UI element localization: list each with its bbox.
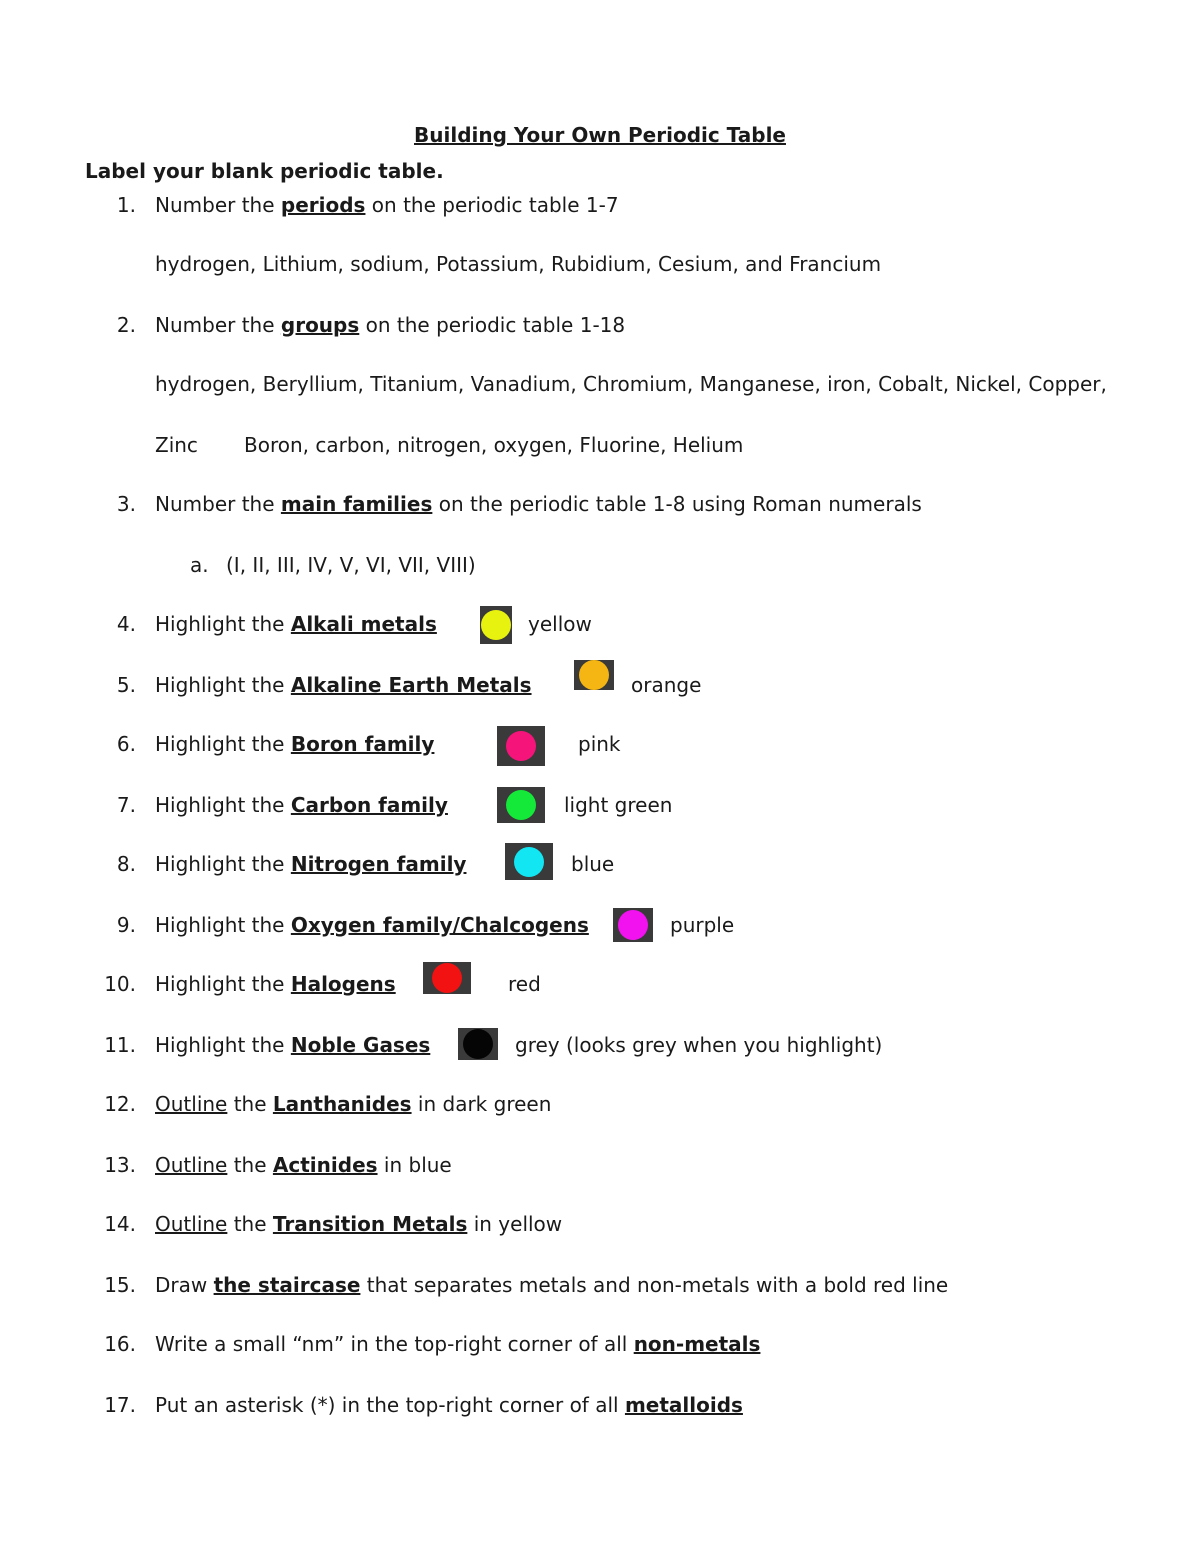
color-swatch-grey — [458, 1028, 498, 1060]
item-text — [155, 913, 589, 937]
color-label: blue — [571, 852, 615, 876]
item-pre: Highlight the — [155, 673, 291, 697]
swatch-dot — [463, 1029, 493, 1059]
swatch-dot — [432, 963, 462, 993]
item-pre: Highlight the — [155, 972, 291, 996]
item-detail: hydrogen, Lithium, sodium, Potassium, Rubidium, Cesium, and Francium — [155, 252, 882, 276]
item-verb: Outline — [155, 1092, 228, 1116]
item-keyword: non-metals — [633, 1332, 761, 1356]
item-mid: the — [227, 1212, 273, 1236]
item-number: 14. — [104, 1212, 136, 1236]
color-label: pink — [578, 732, 621, 756]
item-mid: the — [227, 1092, 273, 1116]
item-text — [155, 612, 437, 636]
item-number: 3. — [116, 492, 136, 516]
item-text — [155, 1212, 562, 1236]
color-label: yellow — [528, 612, 592, 636]
item-number: 8. — [116, 852, 136, 876]
item-keyword: Nitrogen family — [290, 852, 467, 876]
item-post: in dark green — [411, 1092, 552, 1116]
item-post: on the periodic table 1-8 using Roman numerals — [432, 492, 922, 516]
color-label: orange — [631, 673, 702, 697]
swatch-dot — [579, 660, 609, 690]
swatch-dot — [481, 610, 511, 640]
item-detail: hydrogen, Beryllium, Titanium, Vanadium, Chromium, Manganese, iron, Cobalt, Nickel, Copper, — [155, 372, 1107, 396]
color-swatch-light-green — [497, 787, 545, 823]
item-number: 11. — [104, 1033, 136, 1057]
item-text — [155, 193, 619, 217]
item-text — [155, 732, 434, 756]
item-pre: Highlight the — [155, 913, 291, 937]
item-number: 7. — [116, 793, 136, 817]
swatch-dot — [506, 790, 536, 820]
item-verb: Outline — [155, 1153, 228, 1177]
item-detail-zinc: Zinc — [155, 433, 198, 457]
item-number: 1. — [116, 193, 136, 217]
item-text — [155, 1273, 948, 1297]
color-swatch-orange — [574, 660, 614, 690]
item-number: 16. — [104, 1332, 136, 1356]
item-pre: Number the — [155, 492, 281, 516]
item-keyword: the staircase — [213, 1273, 361, 1297]
swatch-dot — [618, 910, 648, 940]
item-text — [155, 852, 466, 876]
item-text — [155, 1033, 430, 1057]
item-number: 6. — [116, 732, 136, 756]
item-keyword: groups — [280, 313, 360, 337]
swatch-dot — [506, 731, 536, 761]
item-pre: Highlight the — [155, 612, 291, 636]
item-number: 4. — [116, 612, 136, 636]
item-detail: Boron, carbon, nitrogen, oxygen, Fluorine, Helium — [244, 433, 744, 457]
item-post: in yellow — [467, 1212, 563, 1236]
item-mid: the — [227, 1153, 273, 1177]
item-keyword: Alkali metals — [290, 612, 437, 636]
item-number: 17. — [104, 1393, 136, 1417]
item-keyword: Boron family — [290, 732, 435, 756]
item-keyword: Transition Metals — [272, 1212, 468, 1236]
item-keyword: Halogens — [290, 972, 396, 996]
item-keyword: Carbon family — [290, 793, 448, 817]
item-number: 2. — [116, 313, 136, 337]
item-keyword: metalloids — [624, 1393, 743, 1417]
item-text — [155, 313, 625, 337]
item-text — [155, 972, 396, 996]
item-post: on the periodic table 1-7 — [365, 193, 619, 217]
item-pre: Highlight the — [155, 732, 291, 756]
item-keyword: main families — [280, 492, 433, 516]
color-swatch-yellow — [480, 606, 512, 644]
page-subtitle: Label your blank periodic table. — [85, 159, 444, 183]
color-swatch-purple — [613, 908, 653, 942]
item-text — [155, 1393, 743, 1417]
item-number: 10. — [104, 972, 136, 996]
item-post: in blue — [377, 1153, 452, 1177]
color-swatch-pink — [497, 726, 545, 766]
item-pre: Put an asterisk (*) in the top-right corner of all — [155, 1393, 625, 1417]
color-label: light green — [564, 793, 673, 817]
item-pre: Highlight the — [155, 1033, 291, 1057]
color-label: red — [508, 972, 541, 996]
item-text — [155, 673, 532, 697]
item-pre: Highlight the — [155, 852, 291, 876]
item-keyword: Lanthanides — [272, 1092, 412, 1116]
item-text — [155, 1153, 452, 1177]
item-verb: Outline — [155, 1212, 228, 1236]
sub-item-text: (I, II, III, IV, V, VI, VII, VIII) — [226, 553, 476, 577]
item-pre: Write a small “nm” in the top-right corner of all — [155, 1332, 634, 1356]
item-keyword: Alkaline Earth Metals — [290, 673, 532, 697]
item-post: on the periodic table 1-18 — [359, 313, 626, 337]
item-text — [155, 1092, 551, 1116]
item-text — [155, 793, 448, 817]
item-number: 5. — [116, 673, 136, 697]
item-pre: Number the — [155, 193, 281, 217]
item-text — [155, 1332, 760, 1356]
item-keyword: Actinides — [272, 1153, 378, 1177]
color-label: purple — [670, 913, 735, 937]
item-number: 15. — [104, 1273, 136, 1297]
color-label: grey (looks grey when you highlight) — [515, 1033, 883, 1057]
color-swatch-blue — [505, 843, 553, 880]
item-post: that separates metals and non-metals with a bold red line — [360, 1273, 949, 1297]
sub-item-letter: a. — [190, 553, 209, 577]
page-title: Building Your Own Periodic Table — [414, 123, 786, 147]
item-text — [155, 492, 922, 516]
item-number: 9. — [116, 913, 136, 937]
color-swatch-red — [423, 962, 471, 994]
item-pre: Draw — [155, 1273, 214, 1297]
item-pre: Number the — [155, 313, 281, 337]
item-keyword: periods — [280, 193, 366, 217]
swatch-dot — [514, 847, 544, 877]
item-keyword: Oxygen family/Chalcogens — [290, 913, 589, 937]
item-keyword: Noble Gases — [290, 1033, 431, 1057]
item-pre: Highlight the — [155, 793, 291, 817]
item-number: 12. — [104, 1092, 136, 1116]
item-number: 13. — [104, 1153, 136, 1177]
